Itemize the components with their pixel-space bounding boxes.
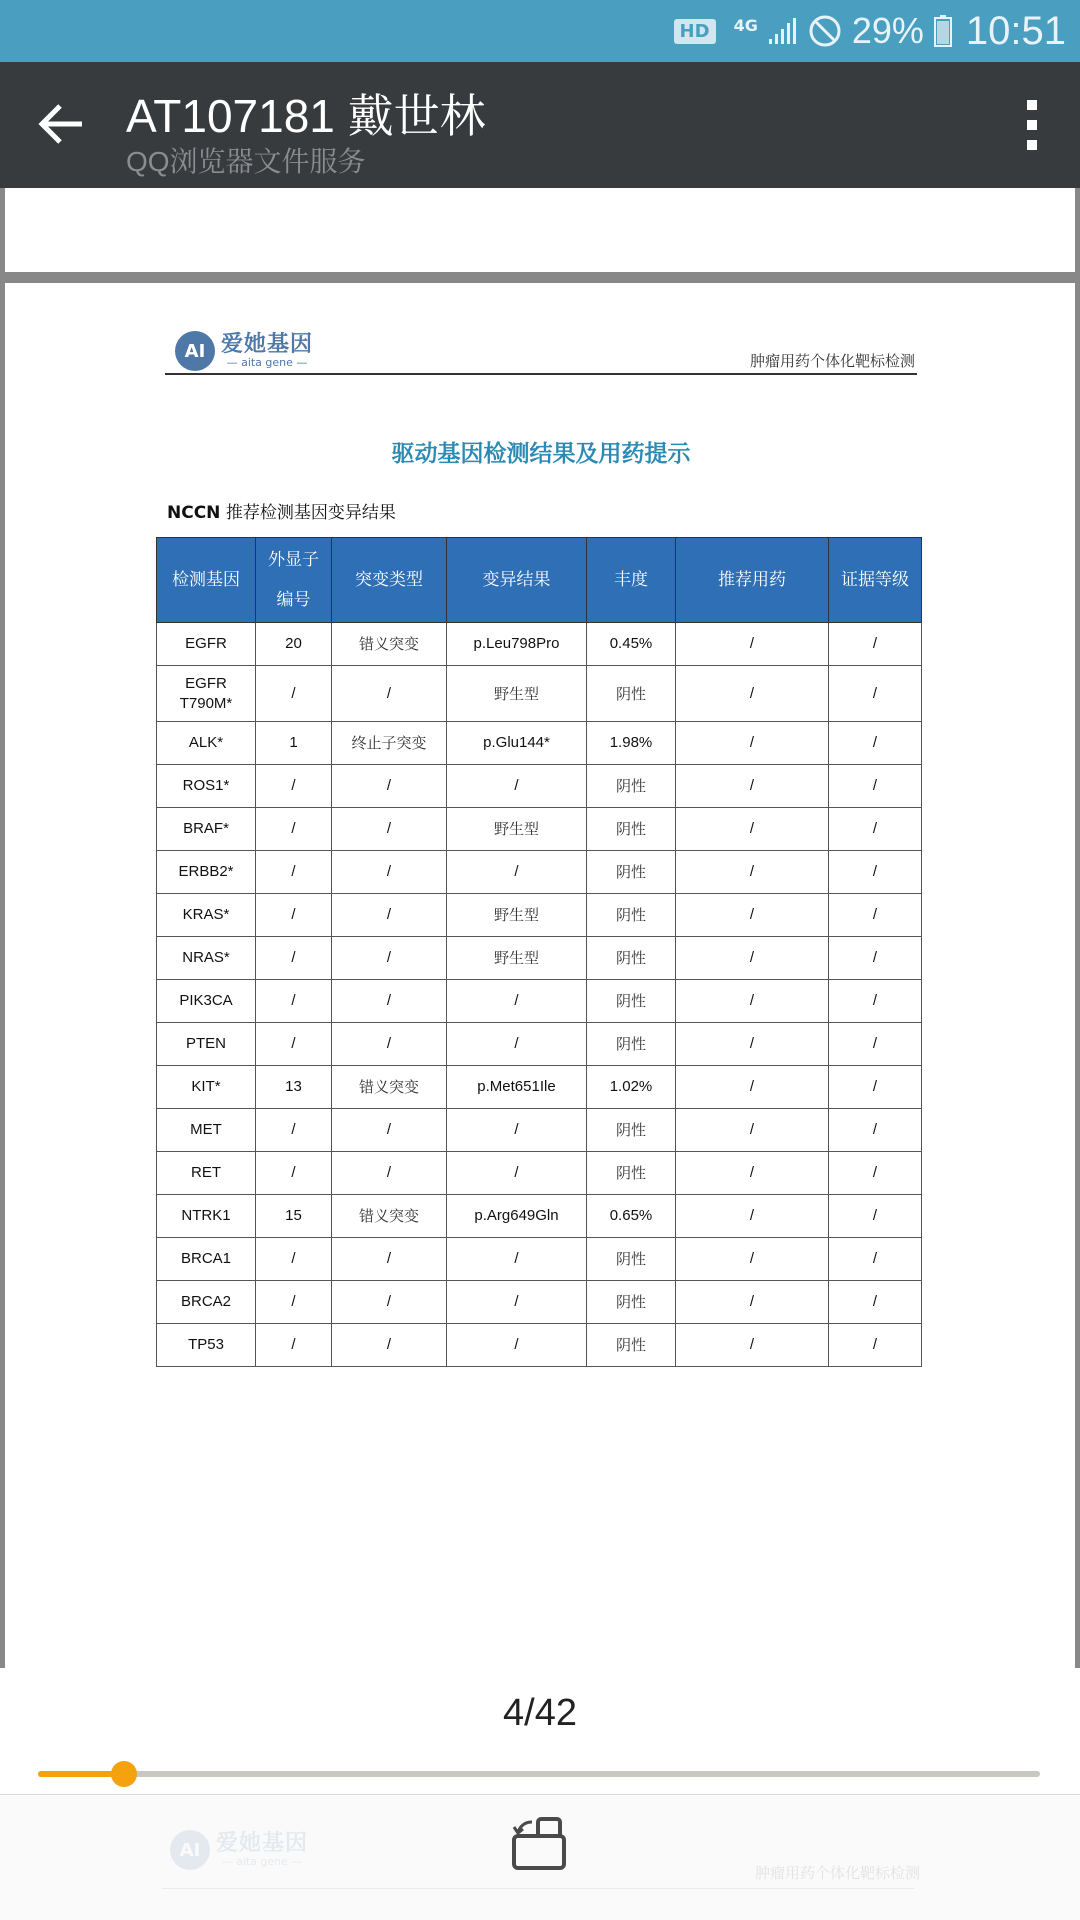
cell-variant-result: 野生型 — [447, 937, 587, 980]
page-header — [165, 333, 917, 375]
more-options-icon[interactable] — [1014, 90, 1050, 160]
slider-thumb[interactable] — [111, 1761, 137, 1787]
cell-recommended-drug: / — [676, 980, 829, 1023]
table-row — [157, 1066, 922, 1109]
cell-gene: BRCA2 — [157, 1281, 256, 1324]
logo-name-cn: 爱她基因 — [221, 332, 314, 357]
cell-recommended-drug: / — [676, 722, 829, 765]
cell-mutation-type: 错义突变 — [332, 1066, 447, 1109]
cell-gene: BRAF* — [157, 808, 256, 851]
table-row — [157, 623, 922, 666]
header-tag: 肿瘤用药个体化靶标检测 — [749, 352, 915, 370]
cell-recommended-drug: / — [676, 1066, 829, 1109]
cell-evidence-level: / — [829, 722, 922, 765]
cell-abundance: 阴性 — [587, 851, 676, 894]
cell-recommended-drug: / — [676, 1152, 829, 1195]
cell-variant-result: / — [447, 1023, 587, 1066]
section-title-text: 推荐检测基因变异结果 — [220, 503, 396, 523]
cell-abundance: 阴性 — [587, 765, 676, 808]
table-row — [157, 1109, 922, 1152]
cell-variant-result: / — [447, 1152, 587, 1195]
table-row — [157, 808, 922, 851]
cell-exon: / — [256, 980, 332, 1023]
ghost-logo-cn: 爱她基因 — [216, 1831, 309, 1856]
app-bar — [0, 62, 1080, 188]
table-row — [157, 1023, 922, 1066]
cell-exon: / — [256, 1238, 332, 1281]
col-header-exon: 外显子 编号 — [256, 538, 332, 623]
menu-dot — [1027, 140, 1037, 150]
hd-voice-icon: HD — [674, 19, 716, 44]
cell-recommended-drug: / — [676, 666, 829, 722]
cell-variant-result: p.Leu798Pro — [447, 623, 587, 666]
section-title — [167, 498, 396, 523]
cell-mutation-type: / — [332, 1023, 447, 1066]
cell-abundance: 阴性 — [587, 1281, 676, 1324]
cell-evidence-level: / — [829, 1023, 922, 1066]
status-bar — [0, 0, 1080, 62]
cell-gene: ROS1* — [157, 765, 256, 808]
cell-mutation-type: 终止子突变 — [332, 722, 447, 765]
cell-exon: / — [256, 765, 332, 808]
cell-mutation-type: / — [332, 765, 447, 808]
col-header-variant-result: 变异结果 — [447, 538, 587, 623]
cell-evidence-level: / — [829, 1238, 922, 1281]
table-row — [157, 980, 922, 1023]
cell-gene: NTRK1 — [157, 1195, 256, 1238]
col-header-gene: 检测基因 — [157, 538, 256, 623]
cell-abundance: 阴性 — [587, 894, 676, 937]
document-source: QQ浏览器文件服务 — [126, 146, 366, 177]
cell-abundance: 阴性 — [587, 1023, 676, 1066]
cell-variant-result: / — [447, 1238, 587, 1281]
cell-gene: BRCA1 — [157, 1238, 256, 1281]
table-row — [157, 666, 922, 722]
cell-abundance: 阴性 — [587, 1109, 676, 1152]
cell-variant-result: / — [447, 1324, 587, 1367]
cell-recommended-drug: / — [676, 1324, 829, 1367]
cell-mutation-type: / — [332, 808, 447, 851]
cell-exon: / — [256, 1109, 332, 1152]
cell-exon: / — [256, 666, 332, 722]
cell-exon: / — [256, 937, 332, 980]
cell-evidence-level: / — [829, 1281, 922, 1324]
cell-abundance: 阴性 — [587, 980, 676, 1023]
network-type-4g-icon: 4G — [733, 15, 758, 35]
cell-variant-result: / — [447, 1109, 587, 1152]
cell-evidence-level: / — [829, 1195, 922, 1238]
report-title: 驱动基因检测结果及用药提示 — [391, 441, 691, 467]
table-row — [157, 851, 922, 894]
bottom-panel — [0, 1668, 1080, 1920]
cell-exon: / — [256, 894, 332, 937]
cell-recommended-drug: / — [676, 1238, 829, 1281]
cell-recommended-drug: / — [676, 1281, 829, 1324]
cell-mutation-type: 错义突变 — [332, 1195, 447, 1238]
cell-mutation-type: 错义突变 — [332, 623, 447, 666]
cell-abundance: 阴性 — [587, 1238, 676, 1281]
cell-abundance: 阴性 — [587, 666, 676, 722]
cell-variant-result: p.Arg649Gln — [447, 1195, 587, 1238]
rotate-screen-icon[interactable] — [510, 1816, 570, 1872]
cell-mutation-type: / — [332, 1109, 447, 1152]
cell-mutation-type: / — [332, 937, 447, 980]
cell-gene: KIT* — [157, 1066, 256, 1109]
cell-gene: EGFR — [157, 623, 256, 666]
cell-evidence-level: / — [829, 1152, 922, 1195]
gene-results-table — [156, 537, 922, 1367]
logo-name-en: — aita gene — — [226, 356, 308, 369]
next-page-preview — [0, 1796, 1080, 1920]
cell-recommended-drug: / — [676, 894, 829, 937]
cell-gene: KRAS* — [157, 894, 256, 937]
cell-exon: 1 — [256, 722, 332, 765]
cell-variant-result: 野生型 — [447, 808, 587, 851]
cell-recommended-drug: / — [676, 1195, 829, 1238]
cell-mutation-type: / — [332, 1324, 447, 1367]
section-prefix: NCCN — [167, 503, 221, 523]
cell-exon: / — [256, 1152, 332, 1195]
cell-evidence-level: / — [829, 623, 922, 666]
ghost-logo — [170, 1830, 308, 1870]
cell-abundance: 1.98% — [587, 722, 676, 765]
ghost-header-line — [162, 1888, 914, 1889]
page-slider[interactable] — [38, 1760, 1040, 1790]
ghost-logo-en: — aita gene — — [221, 1855, 303, 1868]
ghost-header-tag: 肿瘤用药个体化靶标检测 — [754, 1864, 920, 1882]
cell-exon: 20 — [256, 623, 332, 666]
slider-track — [38, 1771, 1040, 1777]
cell-variant-result: p.Glu144* — [447, 722, 587, 765]
table-row — [157, 722, 922, 765]
col-header-abundance: 丰度 — [587, 538, 676, 623]
current-page — [5, 283, 1075, 1683]
cell-mutation-type: / — [332, 1238, 447, 1281]
cell-evidence-level: / — [829, 894, 922, 937]
logo-mark-icon: AI — [175, 331, 215, 371]
table-row — [157, 1324, 922, 1367]
document-viewer[interactable] — [0, 188, 1080, 1668]
cell-exon: / — [256, 1023, 332, 1066]
cell-evidence-level: / — [829, 1066, 922, 1109]
cell-gene: PTEN — [157, 1023, 256, 1066]
table-row — [157, 1152, 922, 1195]
cell-recommended-drug: / — [676, 1109, 829, 1152]
cell-evidence-level: / — [829, 937, 922, 980]
cell-exon: / — [256, 1324, 332, 1367]
cell-evidence-level: / — [829, 1109, 922, 1152]
cell-recommended-drug: / — [676, 937, 829, 980]
cell-gene: EGFR T790M* — [157, 666, 256, 722]
back-arrow-icon[interactable] — [36, 98, 88, 150]
cell-evidence-level: / — [829, 765, 922, 808]
table-row — [157, 1281, 922, 1324]
cell-exon: 13 — [256, 1066, 332, 1109]
cell-gene: ALK* — [157, 722, 256, 765]
cell-exon: / — [256, 851, 332, 894]
battery-icon — [934, 15, 952, 47]
cell-gene: NRAS* — [157, 937, 256, 980]
cell-variant-result: / — [447, 851, 587, 894]
menu-dot — [1027, 120, 1037, 130]
do-not-disturb-icon — [808, 14, 842, 48]
cell-mutation-type: / — [332, 666, 447, 722]
cell-mutation-type: / — [332, 851, 447, 894]
clock: 10:51 — [965, 8, 1066, 53]
cell-recommended-drug: / — [676, 808, 829, 851]
cell-gene: ERBB2* — [157, 851, 256, 894]
cell-abundance: 0.45% — [587, 623, 676, 666]
table-row — [157, 894, 922, 937]
cell-gene: TP53 — [157, 1324, 256, 1367]
cell-recommended-drug: / — [676, 1023, 829, 1066]
col-header-evidence-level: 证据等级 — [829, 538, 922, 623]
table-row — [157, 765, 922, 808]
cell-exon: / — [256, 1281, 332, 1324]
cell-gene: RET — [157, 1152, 256, 1195]
cell-variant-result: 野生型 — [447, 894, 587, 937]
cell-evidence-level: / — [829, 1324, 922, 1367]
table-row — [157, 1195, 922, 1238]
table-header-row — [157, 538, 922, 623]
cell-recommended-drug: / — [676, 851, 829, 894]
cell-abundance: 阴性 — [587, 808, 676, 851]
cell-evidence-level: / — [829, 808, 922, 851]
cell-exon: / — [256, 808, 332, 851]
cell-evidence-level: / — [829, 980, 922, 1023]
cell-abundance: 阴性 — [587, 1324, 676, 1367]
cell-abundance: 阴性 — [587, 1152, 676, 1195]
cell-mutation-type: / — [332, 1152, 447, 1195]
cell-abundance: 0.65% — [587, 1195, 676, 1238]
cell-variant-result: 野生型 — [447, 666, 587, 722]
cell-recommended-drug: / — [676, 623, 829, 666]
page-indicator: 4/42 — [503, 1692, 577, 1734]
menu-dot — [1027, 100, 1037, 110]
cell-variant-result: p.Met651Ile — [447, 1066, 587, 1109]
table-row — [157, 1238, 922, 1281]
signal-strength-icon — [768, 17, 798, 45]
col-header-mutation-type: 突变类型 — [332, 538, 447, 623]
cell-mutation-type: / — [332, 980, 447, 1023]
company-logo — [175, 331, 313, 371]
col-header-recommended-drug: 推荐用药 — [676, 538, 829, 623]
cell-variant-result: / — [447, 980, 587, 1023]
ghost-logo-mark-icon: AI — [170, 1830, 210, 1870]
cell-abundance: 1.02% — [587, 1066, 676, 1109]
cell-gene: PIK3CA — [157, 980, 256, 1023]
cell-exon: 15 — [256, 1195, 332, 1238]
cell-gene: MET — [157, 1109, 256, 1152]
cell-abundance: 阴性 — [587, 937, 676, 980]
cell-evidence-level: / — [829, 851, 922, 894]
cell-evidence-level: / — [829, 666, 922, 722]
cell-mutation-type: / — [332, 1281, 447, 1324]
battery-percentage: 29% — [851, 10, 924, 51]
cell-mutation-type: / — [332, 894, 447, 937]
document-title: AT107181 戴世林 — [126, 90, 486, 142]
divider — [0, 1794, 1080, 1795]
table-row — [157, 937, 922, 980]
cell-recommended-drug: / — [676, 765, 829, 808]
cell-variant-result: / — [447, 765, 587, 808]
cell-variant-result: / — [447, 1281, 587, 1324]
previous-page — [5, 188, 1075, 272]
